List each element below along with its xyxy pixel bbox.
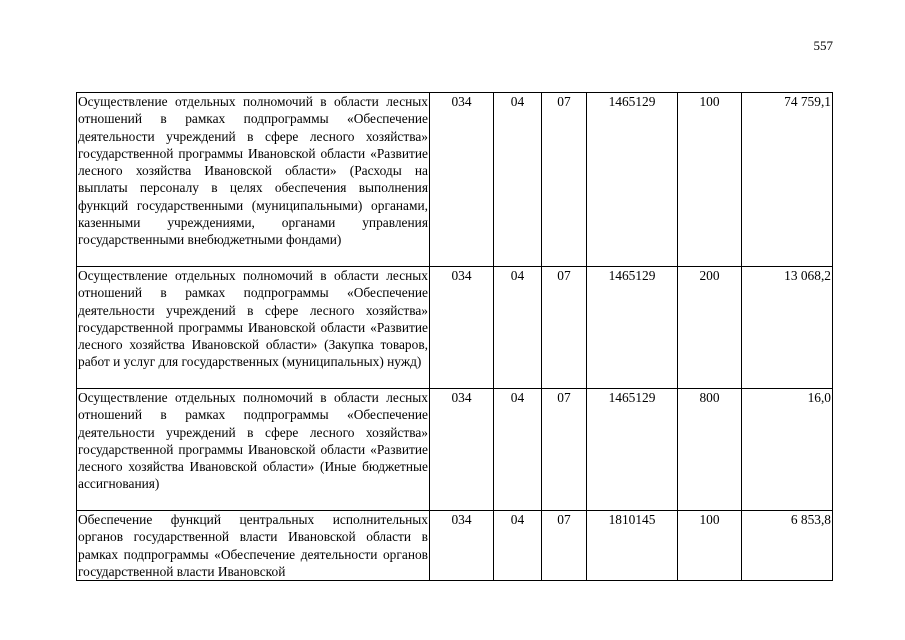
target-article-cell: 1465129: [587, 389, 678, 511]
ministry-code-cell: 034: [430, 267, 494, 389]
table-row: [77, 511, 833, 581]
expense-type-cell: 100: [678, 93, 742, 267]
table-row: [77, 267, 833, 389]
row-description: Обеспечение функций центральных исполнительных органов государственной власти Ивановской области в рамках подпрограммы «Обеспечение деятельности органов государственной власти Ивановской: [78, 512, 428, 579]
target-article-cell: 1465129: [587, 93, 678, 267]
expense-type-cell: 200: [678, 267, 742, 389]
amount-cell: 16,0: [742, 389, 833, 511]
target-article-cell: 1810145: [587, 511, 678, 581]
expense-type-cell: 800: [678, 389, 742, 511]
section-code-cell: 04: [494, 93, 542, 267]
subsection-code-cell: 07: [542, 389, 587, 511]
subsection-code-cell: 07: [542, 511, 587, 581]
amount-cell: 74 759,1: [742, 93, 833, 267]
expense-type-cell: 100: [678, 511, 742, 581]
row-description: Осуществление отдельных полномочий в области лесных отношений в рамках подпрограммы «Обеспечение деятельности учреждений в сфере лесного хозяйства» государственной программы Ивановской области «Развитие лесного хозяйства Ивановской области» (Расходы на выплаты персоналу в целях обеспечения выполнения функций государственными (муниципальными) органами, казенными учреждениями, органами управления государственными внебюджетными фондами): [77, 93, 430, 267]
table-row: [77, 93, 833, 267]
budget-table: [76, 92, 833, 581]
table-row: [77, 389, 833, 511]
row-description: Осуществление отдельных полномочий в области лесных отношений в рамках подпрограммы «Обеспечение деятельности учреждений в сфере лесного хозяйства» государственной программы Ивановской области «Развитие лесного хозяйства Ивановской области» (Закупка товаров, работ и услуг для государственных (муниципальных) нужд): [77, 267, 430, 389]
target-article-cell: 1465129: [587, 267, 678, 389]
subsection-code-cell: 07: [542, 93, 587, 267]
section-code-cell: 04: [494, 267, 542, 389]
amount-cell: 6 853,8: [742, 511, 833, 581]
amount-cell: 13 068,2: [742, 267, 833, 389]
section-code-cell: 04: [494, 511, 542, 581]
ministry-code-cell: 034: [430, 389, 494, 511]
section-code-cell: 04: [494, 389, 542, 511]
ministry-code-cell: 034: [430, 511, 494, 581]
page-number: 557: [813, 38, 833, 53]
ministry-code-cell: 034: [430, 93, 494, 267]
subsection-code-cell: 07: [542, 267, 587, 389]
row-description: Осуществление отдельных полномочий в области лесных отношений в рамках подпрограммы «Обеспечение деятельности учреждений в сфере лесного хозяйства» государственной программы Ивановской области «Развитие лесного хозяйства Ивановской области» (Иные бюджетные ассигнования): [77, 389, 430, 511]
